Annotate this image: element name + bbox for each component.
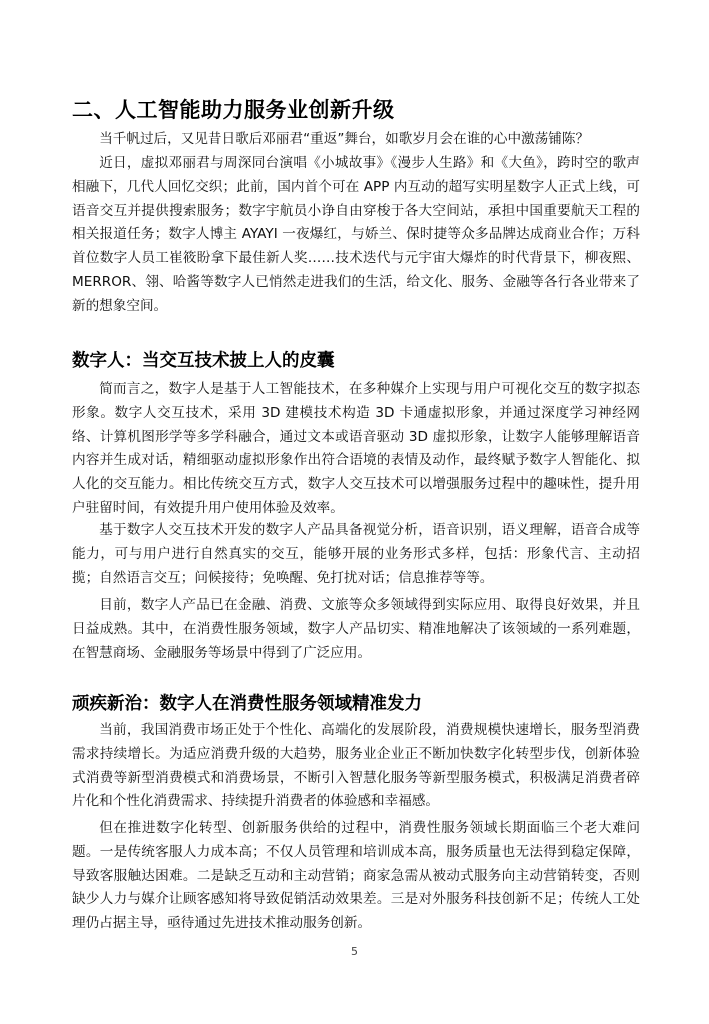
section-title: 二、人工智能助力服务业创新升级 xyxy=(72,98,395,122)
subsection-1-title: 数字人：当交互技术披上人的皮囊 xyxy=(72,351,335,371)
subsection-1-paragraph-3: 目前，数字人产品已在金融、消费、文旅等众多领域得到实际应用、取得良好效果，并且日益成熟。其中，在消费性服务领域，数字人产品切实、精准地解决了该领域的一系列难题，在智慧商场、金融服务等场景中得到了广泛应用。 xyxy=(72,597,640,661)
subsection-2-paragraph-1: 当前，我国消费市场正处于个性化、高端化的发展阶段，消费规模快速增长，服务型消费需求持续增长。为适应消费升级的大趋势，服务业企业正不断加快数字化转型步伐，创新体验式消费等新型消费模式和消费场景，不断引入智慧化服务等新型服务模式，积极满足消费者碎片化和个性化消费需求、持续提升消费者的体验感和幸福感。 xyxy=(72,722,640,810)
subsection-2-title: 顽疾新治：数字人在消费性服务领域精准发力 xyxy=(72,694,422,714)
subsection-1-paragraph-2: 基于数字人交互技术开发的数字人产品具备视觉分析，语音识别，语义理解，语音合成等能力，可与用户进行自然真实的交互，能够开展的业务形式多样，包括：形象代言、主动招揽；自然语言交互；问候接待；免唤醒、免打扰对话；信息推荐等等。 xyxy=(72,522,640,586)
intro-paragraph-1: 当千帆过后，又见昔日歌后邓丽君“重返”舞台，如歌岁月会在谁的心中激荡铺陈？ xyxy=(99,131,590,147)
subsection-1-paragraph-1: 简而言之，数字人是基于人工智能技术，在多种媒介上实现与用户可视化交互的数字拟态形象。数字人交互技术，采用 3D 建模技术构造 3D 卡通虚拟形象，并通过深度学习神经网络、计算机图形学等多学科融合，通过文本或语音驱动 3D 虚拟形象，让数字人能够理解语音内容并生成对话，精细驱动虚拟形象作出符合语境的表情及动作，最终赋予数字人智能化、拟人化的交互能力。相比传统交互方式，数字人交互技术可以增强服务过程中的趣味性，提升用户驻留时间，有效提升用户使用体验及效率。 xyxy=(72,381,640,516)
intro-paragraph-2: 近日，虚拟邓丽君与周深同台演唱《小城故事》《漫步人生路》和《大鱼》，跨时空的歌声相融下，几代人回忆交织；此前，国内首个可在 APP 内互动的超写实明星数字人正式上线，可语音交互并提供搜索服务；数字宇航员小诤自由穿梭于各大空间站，承担中国重要航天工程的相关报道任务；数字人博主 AYAYI 一夜爆红，与娇兰、保时捷等众多品牌达成商业合作；万科首位数字人员工崔筱盼拿下最佳新人奖……技术迭代与元宇宙大爆炸的时代背景下，柳夜熙、MERROR、翎、哈酱等数字人已悄然走进我们的生活，给文化、服务、金融等各行各业带来了新的想象空间。 xyxy=(72,155,640,314)
subsection-2-paragraph-2: 但在推进数字化转型、创新服务供给的过程中，消费性服务领域长期面临三个老大难问题。一是传统客服人力成本高；不仅人员管理和培训成本高，服务质量也无法得到稳定保障，导致客服触达困难。二是缺乏互动和主动营销；商家急需从被动式服务向主动营销转变，否则缺少人力与媒介让顾客感知将导致促销活动效果差。三是对外服务科技创新不足；传统人工处理仍占据主导，亟待通过先进技术推动服务创新。 xyxy=(72,820,640,932)
page-number: 5 xyxy=(351,945,358,958)
